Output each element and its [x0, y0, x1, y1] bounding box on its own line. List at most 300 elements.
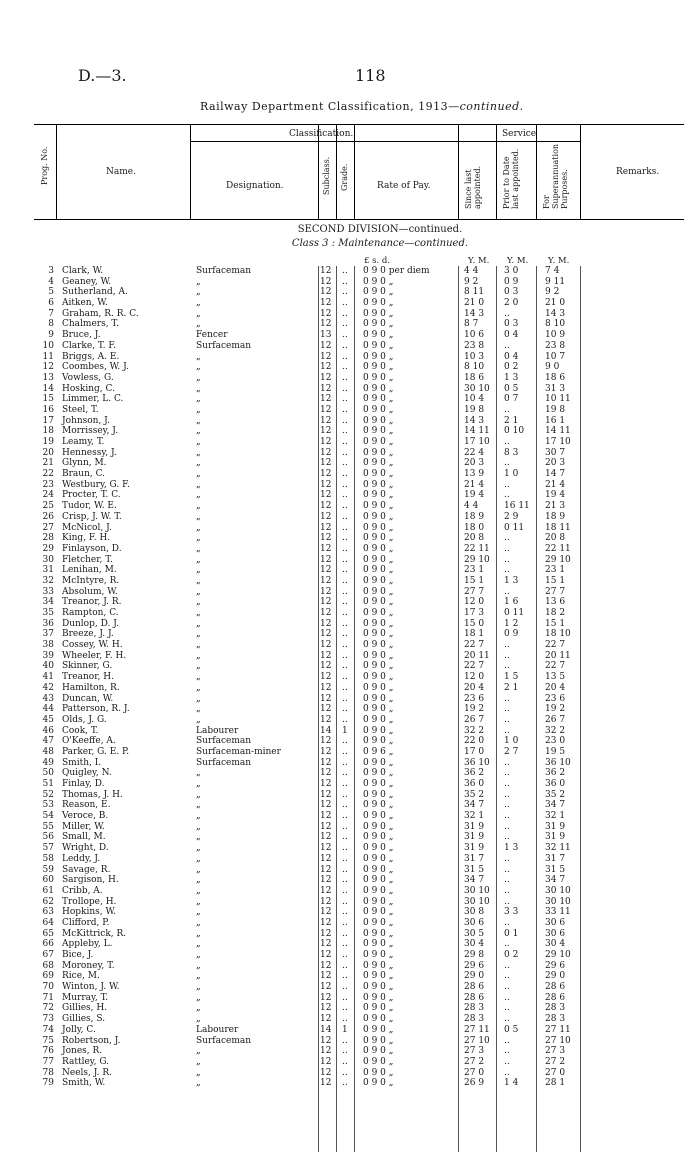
cell-prog-no: 41	[42, 672, 54, 683]
cell-rate-of-pay: 0 9 0 „	[363, 939, 394, 950]
cell-superannuation: 18 9	[545, 511, 566, 522]
cell-name: McKittrick, R.	[62, 928, 127, 939]
cell-prog-no: 11	[42, 351, 54, 362]
cell-since-last: 23 1	[464, 565, 485, 576]
cell-prior: ..	[504, 971, 510, 982]
cell-since-last: 12 0	[464, 597, 485, 608]
cell-rate-of-pay: 0 9 0 „	[363, 779, 394, 789]
cell-rate-of-pay: 0 9 0 „	[363, 1035, 394, 1046]
cell-prog-no: 77	[42, 1056, 54, 1067]
cell-since-last: 17 3	[464, 608, 485, 618]
cell-prior: 1 3	[504, 372, 519, 383]
cell-superannuation: 14 7	[545, 469, 566, 480]
cell-name: Dunlop, D. J.	[62, 618, 119, 629]
cell-subclass: 12	[320, 543, 332, 554]
cell-since-last: 12 0	[464, 672, 485, 683]
cell-prog-no: 28	[42, 533, 54, 544]
cell-prog-no: 26	[42, 511, 54, 522]
cell-prog-no: 40	[42, 661, 54, 672]
cell-designation: „	[196, 479, 201, 490]
cell-since-last: 32 1	[464, 811, 485, 822]
cell-designation: „	[196, 608, 201, 618]
cell-superannuation: 27 11	[545, 1024, 571, 1035]
table-row	[0, 683, 700, 694]
cell-designation: „	[196, 950, 201, 960]
cell-prog-no: 31	[42, 565, 54, 576]
table-row	[0, 961, 700, 972]
cell-designation: Surfaceman-miner	[196, 746, 281, 757]
cell-rate-of-pay: 0 9 0 „	[363, 917, 394, 928]
cell-since-last: 19 4	[464, 490, 485, 501]
cell-prior: ..	[504, 725, 510, 736]
cell-subclass: 12	[320, 618, 332, 629]
cell-name: Small, M.	[62, 832, 106, 843]
cell-rate-of-pay: 0 9 0 „	[363, 682, 394, 693]
cell-designation: „	[196, 992, 201, 1003]
cell-superannuation: 21 3	[545, 501, 566, 512]
cell-since-last: 28 6	[464, 982, 485, 993]
cell-prior: ..	[504, 779, 510, 789]
cell-prog-no: 57	[42, 843, 54, 854]
cell-grade: ..	[342, 597, 348, 608]
table-row	[0, 1003, 700, 1014]
cell-designation: „	[196, 960, 201, 971]
cell-prog-no: 68	[42, 960, 54, 971]
cell-since-last: 4 4	[464, 266, 479, 276]
cell-prior: 1 5	[504, 672, 519, 683]
cell-rate-of-pay: 0 9 0 „	[363, 843, 394, 854]
cell-grade: ..	[342, 533, 348, 544]
cell-superannuation: 27 3	[545, 1046, 566, 1057]
cell-name: Procter, T. C.	[62, 490, 121, 501]
cell-designation: „	[196, 682, 201, 693]
cell-rate-of-pay: 0 9 0 „	[363, 469, 394, 480]
cell-superannuation: 18 2	[545, 608, 566, 618]
cell-prior: ..	[504, 543, 510, 554]
cell-name: Chalmers, T.	[62, 319, 119, 330]
cell-prior: ..	[504, 640, 510, 651]
cell-rate-of-pay: 0 9 0 „	[363, 1024, 394, 1035]
table-row	[0, 352, 700, 363]
cell-since-last: 15 1	[464, 575, 485, 586]
cell-superannuation: 30 10	[545, 885, 571, 896]
cell-since-last: 28 3	[464, 1003, 485, 1014]
cell-rate-of-pay: 0 9 0 „	[363, 907, 394, 918]
cell-designation: „	[196, 843, 201, 854]
cell-designation: „	[196, 362, 201, 373]
cell-subclass: 12	[320, 362, 332, 373]
cell-rate-of-pay: 0 9 0 „	[363, 308, 394, 319]
cell-grade: ..	[342, 394, 348, 405]
cell-since-last: 8 10	[464, 362, 485, 373]
cell-superannuation: 19 4	[545, 490, 566, 501]
table-row	[0, 726, 700, 737]
cell-prog-no: 66	[42, 939, 54, 950]
cell-prior: ..	[504, 1046, 510, 1057]
cell-rate-of-pay: 0 9 0 „	[363, 426, 394, 437]
cell-prog-no: 48	[42, 746, 54, 757]
cell-grade: ..	[342, 875, 348, 886]
cell-superannuation: 23 8	[545, 340, 566, 351]
cell-name: Appleby, L.	[62, 939, 113, 950]
cell-name: Treanor, J. R.	[62, 597, 122, 608]
cell-name: Wheeler, F. H.	[62, 650, 127, 661]
cell-prog-no: 53	[42, 800, 54, 811]
table-row	[0, 544, 700, 555]
cell-name: Duncan, W.	[62, 693, 114, 704]
cell-grade: ..	[342, 501, 348, 512]
cell-since-last: 27 10	[464, 1035, 490, 1046]
cell-prog-no: 38	[42, 640, 54, 651]
cell-subclass: 12	[320, 864, 332, 875]
cell-designation: „	[196, 308, 201, 319]
cell-prog-no: 71	[42, 992, 54, 1003]
cell-grade: ..	[342, 736, 348, 747]
cell-designation: „	[196, 693, 201, 704]
cell-designation: Fencer	[196, 330, 228, 341]
cell-grade: ..	[342, 907, 348, 918]
table-row	[0, 501, 700, 512]
cell-superannuation: 36 0	[545, 779, 566, 789]
table-row	[0, 341, 700, 352]
cell-prior: 3 3	[504, 907, 519, 918]
cell-superannuation: 31 5	[545, 864, 566, 875]
cell-name: Fletcher, T.	[62, 554, 113, 565]
cell-name: Parker, G. E. P.	[62, 746, 130, 757]
cell-prog-no: 49	[42, 757, 54, 768]
table-row	[0, 651, 700, 662]
table-row	[0, 790, 700, 801]
cell-designation: „	[196, 811, 201, 822]
cell-prior: ..	[504, 885, 510, 896]
cell-grade: ..	[342, 383, 348, 394]
cell-designation: Surfaceman	[196, 340, 252, 351]
table-row	[0, 298, 700, 309]
table-row	[0, 1036, 700, 1047]
table-row	[0, 832, 700, 843]
table-row	[0, 565, 700, 576]
cell-subclass: 12	[320, 469, 332, 480]
cell-grade: ..	[342, 693, 348, 704]
cell-grade: ..	[342, 768, 348, 779]
table-row	[0, 800, 700, 811]
cell-grade: ..	[342, 1035, 348, 1046]
cell-rate-of-pay: 0 9 0 „	[363, 1014, 394, 1025]
cell-grade: ..	[342, 821, 348, 832]
cell-prior: 0 4	[504, 351, 519, 362]
cell-grade: ..	[342, 479, 348, 490]
cell-designation: „	[196, 650, 201, 661]
cell-prior: 1 6	[504, 597, 519, 608]
cell-name: Smith, W.	[62, 1078, 106, 1089]
cell-designation: „	[196, 458, 201, 469]
cell-grade: ..	[342, 458, 348, 469]
table-row	[0, 576, 700, 587]
cell-designation: Surfaceman	[196, 757, 252, 768]
cell-superannuation: 30 6	[545, 917, 566, 928]
cell-subclass: 12	[320, 917, 332, 928]
cell-superannuation: 20 4	[545, 682, 566, 693]
cell-designation: „	[196, 276, 201, 287]
cell-name: Smith, I.	[62, 757, 102, 768]
cell-since-last: 28 3	[464, 1014, 485, 1025]
cell-subclass: 12	[320, 501, 332, 512]
cell-name: Reason, E.	[62, 800, 111, 811]
table-row	[0, 394, 700, 405]
cell-prior: 0 11	[504, 522, 525, 533]
cell-prior: ..	[504, 832, 510, 843]
table-row	[0, 736, 700, 747]
cell-subclass: 12	[320, 661, 332, 672]
table-row	[0, 661, 700, 672]
cell-since-last: 19 8	[464, 404, 485, 415]
table-row	[0, 490, 700, 501]
cell-designation: „	[196, 415, 201, 426]
cell-grade: ..	[342, 896, 348, 907]
cell-rate-of-pay: 0 9 0 „	[363, 618, 394, 629]
cell-prog-no: 79	[42, 1078, 54, 1089]
cell-designation: „	[196, 800, 201, 811]
cell-since-last: 36 2	[464, 768, 485, 779]
cell-rate-of-pay: 0 9 0 „	[363, 714, 394, 725]
cell-name: Finlay, D.	[62, 779, 105, 789]
cell-prog-no: 50	[42, 768, 54, 779]
header-prog-no: Prog. No.	[40, 146, 49, 185]
cell-rate-of-pay: 0 9 0 „	[363, 1046, 394, 1057]
cell-superannuation: 10 11	[545, 394, 571, 405]
cell-name: Leamy, T.	[62, 437, 105, 447]
header-service: Service	[502, 129, 537, 139]
cell-subclass: 12	[320, 447, 332, 458]
cell-name: Clarke, T. F.	[62, 340, 117, 351]
cell-prog-no: 27	[42, 522, 54, 533]
cell-superannuation: 18 11	[545, 522, 571, 533]
cell-since-last: 27 7	[464, 586, 485, 597]
cell-subclass: 12	[320, 971, 332, 982]
cell-rate-of-pay: 0 9 0 „	[363, 543, 394, 554]
title-main: Railway Department Classification, 1913—	[200, 100, 460, 113]
cell-superannuation: 13 5	[545, 672, 566, 683]
cell-grade: ..	[342, 543, 348, 554]
cell-subclass: 14	[320, 725, 332, 736]
cell-subclass: 12	[320, 1014, 332, 1025]
cell-rate-of-pay: 0 9 0 „	[363, 661, 394, 672]
cell-name: Finlayson, D.	[62, 543, 122, 554]
cell-subclass: 12	[320, 779, 332, 789]
cell-subclass: 12	[320, 992, 332, 1003]
cell-prior: 0 9	[504, 629, 519, 640]
cell-prog-no: 47	[42, 736, 54, 747]
table-row	[0, 629, 700, 640]
cell-subclass: 12	[320, 426, 332, 437]
cell-prior: ..	[504, 704, 510, 715]
cell-rate-of-pay: 0 9 0 „	[363, 319, 394, 330]
cell-name: McIntyre, R.	[62, 575, 120, 586]
cell-name: Sutherland, A.	[62, 287, 128, 298]
cell-superannuation: 23 0	[545, 736, 566, 747]
cell-prior: ..	[504, 490, 510, 501]
cell-name: Johnson, J.	[62, 415, 110, 426]
cell-name: Bruce, J.	[62, 330, 101, 341]
cell-subclass: 12	[320, 565, 332, 576]
cell-name: Neels, J. R.	[62, 1067, 113, 1078]
cell-prog-no: 34	[42, 597, 54, 608]
cell-subclass: 12	[320, 319, 332, 330]
cell-grade: ..	[342, 682, 348, 693]
cell-subclass: 12	[320, 789, 332, 800]
cell-grade: ..	[342, 811, 348, 822]
cell-prior: 2 7	[504, 746, 519, 757]
cell-rate-of-pay: 0 9 0 „	[363, 960, 394, 971]
table-row	[0, 319, 700, 330]
cell-superannuation: 36 2	[545, 768, 566, 779]
cell-subclass: 12	[320, 276, 332, 287]
cell-prior: 0 2	[504, 950, 519, 960]
cell-since-last: 27 11	[464, 1024, 490, 1035]
cell-since-last: 13 9	[464, 469, 485, 480]
cell-superannuation: 28 6	[545, 982, 566, 993]
cell-prog-no: 14	[42, 383, 54, 394]
cell-prior: ..	[504, 479, 510, 490]
cell-prior: 3 0	[504, 266, 519, 276]
cell-grade: ..	[342, 362, 348, 373]
header-since: Since last appointed.	[464, 165, 482, 209]
units-prior: Y. M.	[507, 256, 529, 266]
cell-rate-of-pay: 0 9 0 „	[363, 490, 394, 501]
header-designation: Designation.	[226, 181, 284, 191]
cell-grade: ..	[342, 832, 348, 843]
cell-name: Savage, R.	[62, 864, 111, 875]
cell-subclass: 12	[320, 1046, 332, 1057]
cell-since-last: 34 7	[464, 800, 485, 811]
cell-superannuation: 20 8	[545, 533, 566, 544]
cell-rate-of-pay: 0 9 0 „	[363, 1078, 394, 1089]
cell-prog-no: 21	[42, 458, 54, 469]
cell-since-last: 20 11	[464, 650, 490, 661]
cell-superannuation: 31 3	[545, 383, 566, 394]
cell-subclass: 12	[320, 811, 332, 822]
cell-name: Crisp, J. W. T.	[62, 511, 122, 522]
cell-designation: „	[196, 640, 201, 651]
cell-superannuation: 31 7	[545, 853, 566, 864]
cell-prog-no: 7	[48, 308, 54, 319]
cell-rate-of-pay: 0 9 0 „	[363, 1003, 394, 1014]
section-subtitle: Class 3 : Maintenance—continued.	[291, 238, 469, 249]
cell-subclass: 12	[320, 693, 332, 704]
cell-superannuation: 18 6	[545, 372, 566, 383]
cell-since-last: 35 2	[464, 789, 485, 800]
table-row	[0, 1078, 700, 1089]
cell-name: Veroce, B.	[62, 811, 109, 822]
table-row	[0, 287, 700, 298]
cell-name: Patterson, R. J.	[62, 704, 130, 715]
cell-designation: „	[196, 917, 201, 928]
cell-since-last: 22 0	[464, 736, 485, 747]
cell-prog-no: 69	[42, 971, 54, 982]
cell-rate-of-pay: 0 9 0 „	[363, 383, 394, 394]
table-row	[0, 277, 700, 288]
cell-superannuation: 19 5	[545, 746, 566, 757]
page-number: 118	[355, 66, 386, 85]
table-row	[0, 768, 700, 779]
cell-subclass: 12	[320, 266, 332, 276]
cell-name: Coombes, W. J.	[62, 362, 129, 373]
cell-subclass: 13	[320, 330, 332, 341]
cell-prior: 0 1	[504, 928, 519, 939]
table-row	[0, 907, 700, 918]
cell-subclass: 12	[320, 575, 332, 586]
header-rate-of-pay: Rate of Pay.	[377, 181, 431, 191]
cell-grade: ..	[342, 575, 348, 586]
cell-grade: ..	[342, 672, 348, 683]
cell-subclass: 12	[320, 885, 332, 896]
cell-rate-of-pay: 0 9 0 „	[363, 811, 394, 822]
cell-superannuation: 29 0	[545, 971, 566, 982]
cell-designation: „	[196, 426, 201, 437]
cell-rate-of-pay: 0 9 0 „	[363, 415, 394, 426]
cell-rate-of-pay: 0 9 0 „	[363, 672, 394, 683]
cell-rate-of-pay: 0 9 0 „	[363, 736, 394, 747]
table-row	[0, 533, 700, 544]
cell-prior: ..	[504, 757, 510, 768]
cell-designation: „	[196, 447, 201, 458]
table-row	[0, 950, 700, 961]
table-row	[0, 426, 700, 437]
cell-name: Graham, R. R. C.	[62, 308, 139, 319]
cell-prog-no: 9	[48, 330, 54, 341]
cell-prior: ..	[504, 714, 510, 725]
cell-prog-no: 25	[42, 501, 54, 512]
cell-designation: „	[196, 971, 201, 982]
cell-prior: 2 9	[504, 511, 519, 522]
cell-grade: ..	[342, 426, 348, 437]
cell-name: Hamilton, R.	[62, 682, 120, 693]
cell-superannuation: 10 7	[545, 351, 566, 362]
cell-prog-no: 51	[42, 779, 54, 789]
units-pay: £ s. d.	[364, 256, 391, 266]
cell-prog-no: 20	[42, 447, 54, 458]
table-row	[0, 1025, 700, 1036]
cell-designation: „	[196, 372, 201, 383]
cell-designation: „	[196, 287, 201, 298]
cell-subclass: 12	[320, 404, 332, 415]
cell-designation: „	[196, 779, 201, 789]
cell-superannuation: 23 1	[545, 565, 566, 576]
cell-name: Clifford, P.	[62, 917, 110, 928]
cell-name: McNicol, J.	[62, 522, 112, 533]
cell-prior: ..	[504, 864, 510, 875]
cell-subclass: 12	[320, 287, 332, 298]
cell-designation: „	[196, 586, 201, 597]
header-subclass: Subclass.	[322, 156, 331, 195]
cell-subclass: 12	[320, 800, 332, 811]
cell-grade: ..	[342, 372, 348, 383]
cell-name: Westbury, G. F.	[62, 479, 130, 490]
cell-subclass: 14	[320, 1024, 332, 1035]
cell-grade: ..	[342, 640, 348, 651]
cell-name: Wright, D.	[62, 843, 109, 854]
cell-rate-of-pay: 0 9 0 „	[363, 351, 394, 362]
cell-prog-no: 37	[42, 629, 54, 640]
cell-designation: „	[196, 394, 201, 405]
cell-prior: ..	[504, 586, 510, 597]
cell-grade: ..	[342, 511, 348, 522]
cell-designation: „	[196, 832, 201, 843]
cell-since-last: 10 3	[464, 351, 485, 362]
cell-superannuation: 36 10	[545, 757, 571, 768]
cell-designation: „	[196, 672, 201, 683]
cell-name: Hopkins, W.	[62, 907, 117, 918]
